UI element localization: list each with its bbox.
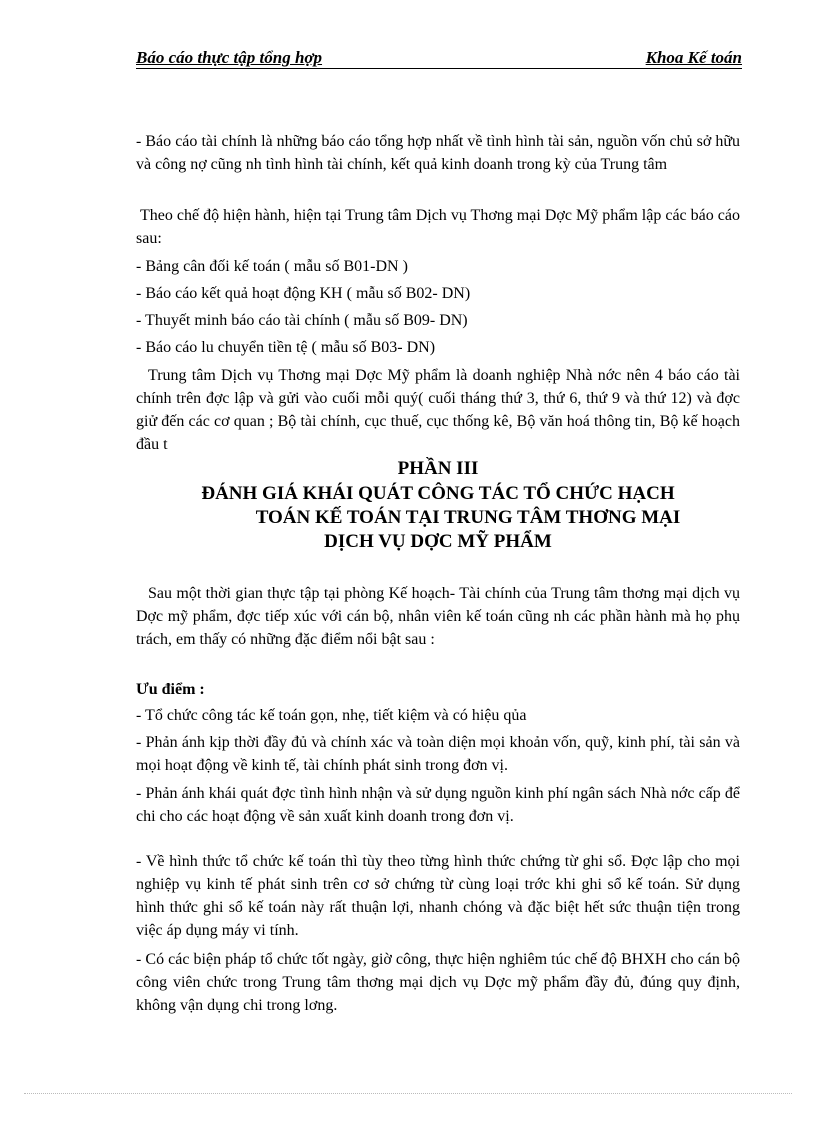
section-title-line-3: DỊCH VỤ DỢC MỸ PHẨM: [324, 531, 552, 552]
paragraph-financial-reports: - Báo cáo tài chính là những báo cáo tổng hợp nhất về tình hình tài sản, nguồn vốn chủ sở hữu và công nợ cũng nh tình hình tài chính, kết quả kinh doanh trong kỳ của Trung tâm: [136, 133, 740, 173]
header-report-title: Báo cáo thực tập tổng hợp: [136, 48, 323, 67]
section-title-line-1: ĐÁNH GIÁ KHÁI QUÁT CÔNG TÁC TỔ CHỨC HẠCH: [201, 483, 675, 504]
section-part-number: PHẦN III: [397, 458, 479, 479]
list-item-report-b09: - Thuyết minh báo cáo tài chính ( mẫu số B09- DN): [136, 312, 468, 329]
header-rule: [136, 68, 742, 69]
advantage-item: - Về hình thức tổ chức kế toán thì tùy theo từng hình thức chứng từ ghi sổ. Đợc lập cho mọi nghiệp vụ kinh tế phát sinh trên cơ sở chứng từ cùng loại trớc khi ghi sổ kế toán. Sử dụng hình thức ghi sổ kế toán này rất thuận lợi, nhanh chóng và đặc biệt hết sức thuận tiện trong việc áp dụng máy vi tính.: [136, 853, 740, 939]
list-item-report-b01: - Bảng cân đối kế toán ( mẫu số B01-DN ): [136, 258, 408, 275]
advantages-label: Ưu điểm :: [136, 681, 205, 698]
advantage-item: - Có các biện pháp tổ chức tốt ngày, giờ công, thực hiện nghiêm túc chế độ BHXH cho cán bộ công viên chức trong Trung tâm thơng mại dịch vụ Dợc mỹ phẩm đầy đủ, đúng quy định, không vận dụng chi trong lơng.: [136, 951, 740, 1014]
paragraph-report-submission: Trung tâm Dịch vụ Thơng mại Dợc Mỹ phẩm là doanh nghiệp Nhà nớc nên 4 báo cáo tài chính trên đợc lập và gửi vào cuối mỗi quý( cuối tháng thứ 3, thứ 6, thứ 9 và thứ 12) và đợc giử đến các cơ quan ; Bộ tài chính, cục thuế, cục thống kê, Bộ văn hoá thông tin, Bộ kế hoạch đầu t: [136, 367, 740, 453]
advantage-item: - Phản ánh khái quát đợc tình hình nhận và sử dụng nguồn kinh phí ngân sách Nhà nớc cấp để chi cho các hoạt động về sản xuất kinh doanh trong đơn vị.: [136, 785, 740, 825]
list-item-report-b02: - Báo cáo kết quả hoạt động KH ( mẫu số B02- DN): [136, 285, 471, 302]
paragraph-report-regime: Theo chế độ hiện hành, hiện tại Trung tâm Dịch vụ Thơng mại Dợc Mỹ phẩm lập các báo cáo sau:: [136, 207, 740, 247]
paragraph-intro: Sau một thời gian thực tập tại phòng Kế hoạch- Tài chính của Trung tâm thơng mại dịch vụ Dợc mỹ phẩm, đợc tiếp xúc với cán bộ, nhân viên kế toán cũng nh các phần hành mà họ phụ trách, em thấy có những đặc điểm nổi bật sau :: [136, 585, 740, 648]
section-title-line-2: TOÁN KẾ TOÁN TẠI TRUNG TÂM THƠNG MẠI: [255, 507, 681, 528]
header-department: Khoa Kế toán: [645, 48, 742, 67]
advantage-item: - Phản ánh kịp thời đầy đủ và chính xác và toàn diện mọi khoản vốn, quỹ, kinh phí, tài sản và mọi hoạt động về kinh tế, tài chính phát sinh trong đơn vị.: [136, 734, 740, 774]
list-item-report-b03: - Báo cáo lu chuyển tiền tệ ( mẫu số B03- DN): [136, 339, 436, 356]
page-header: [136, 48, 742, 70]
advantage-item: - Tổ chức công tác kế toán gọn, nhẹ, tiết kiệm và có hiệu qủa: [136, 707, 527, 724]
page-bottom-border: [24, 1093, 792, 1094]
